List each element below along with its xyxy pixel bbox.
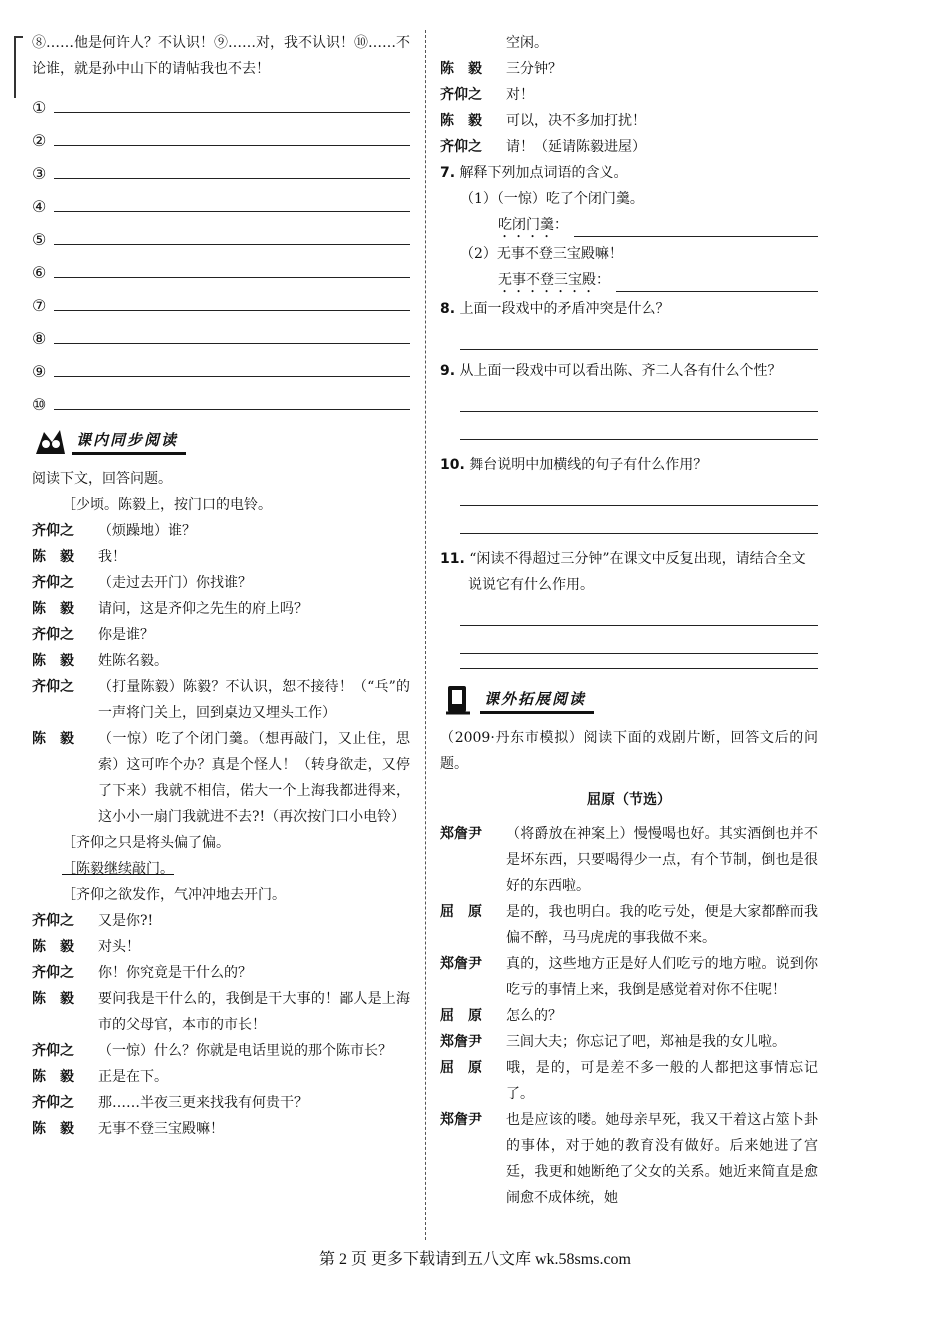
question-10: 10. 舞台说明中加横线的句子有什么作用？ [440,452,818,534]
dialogue-line: 齐仰之 你是谁？ [32,627,154,643]
answer-line[interactable] [460,412,818,440]
answer-line[interactable] [460,322,818,350]
right-column [440,30,818,1211]
dialogue-line: 陈 毅 三分钟？ [440,61,562,77]
dialogue-line: 齐仰之 （烦躁地）谁？ [32,523,196,539]
section-title: 课外拓展阅读 [480,686,594,714]
passage-title: 屈原（节选） [587,792,671,808]
answer-blanks [32,84,410,414]
question-8: 8. 上面一段戏中的矛盾冲突是什么？ [440,296,818,350]
dialogue-line: 陈 毅 姓陈名毅。 [32,653,168,669]
section-header-inclass [32,420,410,462]
blank-row[interactable]: ⑦ [32,282,410,315]
instruction: 阅读下文，回答问题。 [32,471,172,487]
reading-icon [32,424,68,458]
stage-direction-underlined: ［陈毅继续敲门。 [62,861,174,877]
dialogue-line: 屈 原 是的，我也明白。我的吃亏处，便是大家都醉而我偏不醉，马马虎虎的事我做不来。 [440,904,818,946]
answer-line[interactable] [460,598,818,626]
dialogue-line: 齐仰之 又是你?! [32,913,154,929]
blank-row[interactable]: ② [32,117,410,150]
blank-row[interactable]: ⑥ [32,249,410,282]
book-icon [440,683,476,717]
dialogue-line: 齐仰之 （打量陈毅）陈毅？不认识，恕不接待！（“乓”的一声将门关上，回到桌边又埋头工作） [32,679,410,721]
dialogue-line: 陈 毅 我！ [32,549,126,565]
dialogue-line: 齐仰之 对！ [440,87,534,103]
dialogue-continuation: 空闲。 [506,35,548,51]
dialogue-line: 陈 毅 正是在下。 [32,1069,168,1085]
left-column [32,30,410,1142]
question-11: 11. “闲读不得超过三分钟”在课文中反复出现，请结合全文说说它有什么作用。 [440,546,818,669]
blank-row[interactable]: ⑩ [32,381,410,414]
corner-mark [14,36,23,98]
dialogue-line: 郑詹尹 三闾大夫；你忘记了吧，郑袖是我的女儿啦。 [440,1034,786,1050]
stage-direction: ［齐仰之只是将头偏了偏。 [62,835,230,851]
script-block [32,492,410,1142]
dialogue-line: 陈 毅 请问，这是齐仰之先生的府上吗？ [32,601,308,617]
stage-direction: ［少顷。陈毅上，按门口的电铃。 [62,497,272,513]
answer-line[interactable] [460,384,818,412]
answer-line[interactable] [460,506,818,534]
dialogue-line: 齐仰之 （一惊）什么？你就是电话里说的那个陈市长？ [32,1043,392,1059]
dialogue-line: 陈 毅 无事不登三宝殿嘛！ [32,1121,224,1137]
dialogue-line: 郑詹尹 真的，这些地方正是好人们吃亏的地方啦。说到你吃亏的事情上来，我倒是感觉着对你不住呢！ [440,956,818,998]
blank-row[interactable]: ⑨ [32,348,410,381]
blank-row[interactable]: ⑤ [32,216,410,249]
q7-answer-1[interactable]: 吃闭门羹： [440,212,818,241]
question-9: 9. 从上面一段戏中可以看出陈、齐二人各有什么个性？ [440,358,818,440]
dialogue-line: 陈 毅 对头！ [32,939,140,955]
dialogue-line: 陈 毅 （一惊）吃了个闭门羹。（想再敲门，又止住，思索）这可咋个办？真是个怪人！（转身欲走，又停了下来）我就不相信，偌大一个上海我都进得来，这小小一扇门我就进不去?!（再次按门口小电铃） [32,731,410,825]
dialogue-line: 齐仰之 请！（延请陈毅进屋） [440,139,646,155]
dialogue-line: 陈 毅 要问我是干什么的，我倒是干大事的！鄙人是上海市的父母官，本市的市长！ [32,991,410,1033]
blank-row[interactable]: ③ [32,150,410,183]
section-header-extended [440,679,818,721]
q7-answer-2[interactable]: 无事不登三宝殿： [440,267,818,296]
blank-row[interactable]: ④ [32,183,410,216]
stage-direction: ［齐仰之欲发作，气冲冲地去开门。 [62,887,286,903]
source-intro: （2009·丹东市模拟）阅读下面的戏剧片断，回答文后的问题。 [440,730,818,772]
dialogue-line: 齐仰之 那……半夜三更来找我有何贵干？ [32,1095,308,1111]
column-divider [425,30,426,1240]
section-title: 课内同步阅读 [72,427,186,455]
q7-sentence-1: （1）（一惊）吃了个闭门羹。 [460,191,644,207]
dialogue-line: 郑詹尹 （将爵放在神案上）慢慢喝也好。其实酒倒也并不是坏东西，只要喝得少一点，有个节制，倒也是很好的东西啦。 [440,826,818,894]
script-block-2 [440,821,818,1211]
dialogue-line: 齐仰之 你！你究竟是干什么的？ [32,965,252,981]
dialogue-line: 陈 毅 可以，决不多加打扰！ [440,113,646,129]
blank-row[interactable]: ⑧ [32,315,410,348]
dialogue-line: 屈 原 哦，是的，可是差不多一般的人都把这事情忘记了。 [440,1060,818,1102]
question-7: 7. 解释下列加点词语的含义。 （1）（一惊）吃了个闭门羹。 吃闭门羹： （2）无事不登三宝殿嘛！ 无事不登三宝殿： [440,160,818,296]
answer-line[interactable] [460,478,818,506]
dialogue-line: 屈 原 怎么的？ [440,1008,562,1024]
q7-sentence-2: （2）无事不登三宝殿嘛！ [460,246,623,262]
answer-line[interactable] [460,626,818,654]
blank-row[interactable]: ① [32,84,410,117]
dialogue-line: 齐仰之 （走过去开门）你找谁？ [32,575,252,591]
page-footer: 第 2 页 更多下载请到五八文库 wk.58sms.com [318,1251,631,1268]
answer-line[interactable] [460,654,818,669]
dialogue-line: 郑詹尹 也是应该的喽。她母亲早死，我又干着这占筮卜卦的事体，对于她的教育没有做好。后来她进了宫廷，我更和她断绝了父女的关系。她近来简直是愈闹愈不成体统，她 [440,1112,818,1206]
intro-paragraph: ⑧……他是何许人？不认识！⑨……对，我不认识！⑩……不论谁，就是孙中山下的请帖我也不去！ [32,35,410,77]
